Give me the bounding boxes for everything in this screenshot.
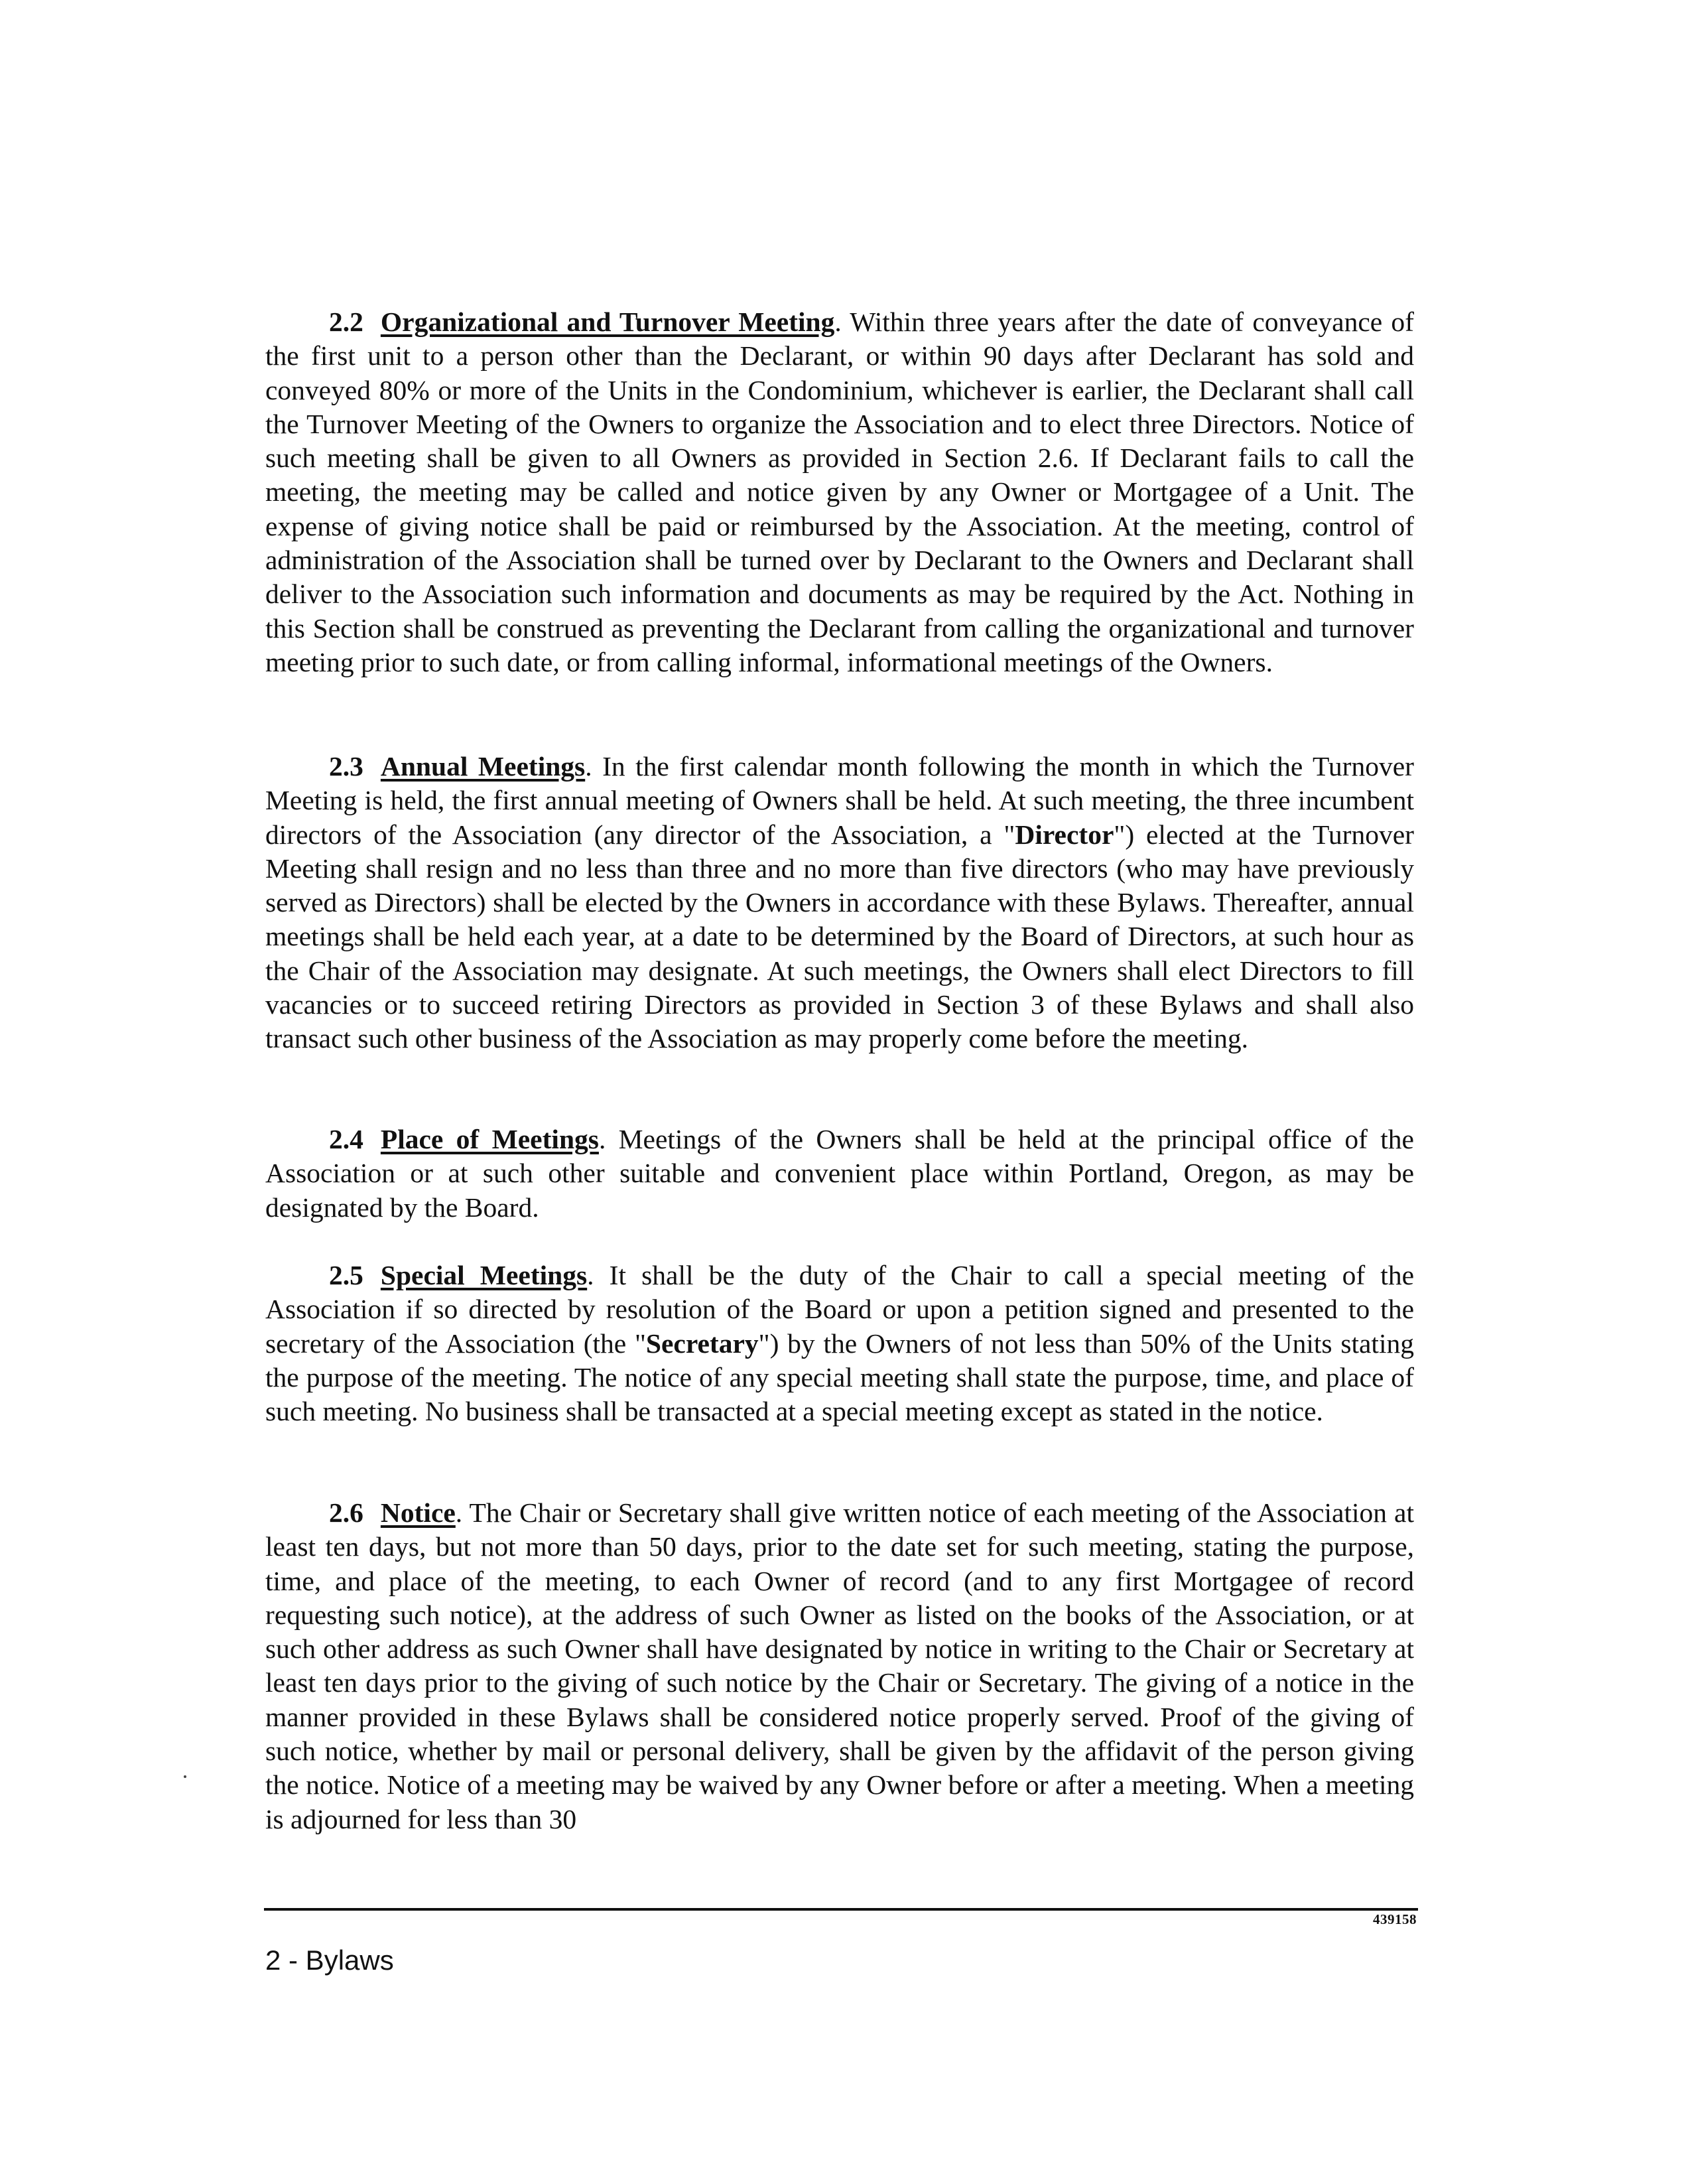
section-2-5-special-meetings: [265, 1259, 1414, 1428]
scan-speck: [184, 1775, 186, 1778]
defined-term-secretary: Secretary: [645, 1328, 759, 1359]
section-body-continued: ") elected at the Turnover Meeting shall resign and no less than three and no more than five directors (who may have previously served as Directors) shall be elected by the Owners in accordance with these Bylaws. Thereafter, annual meetings shall be held each year, at a date to be determined by the Board of Directors, at such hour as the Chair of the Association may designate. At such meetings, the Owners shall elect Directors to fill vacancies or to succeed retiring Directors as provided in Section 3 of these Bylaws and shall also transact such other business of the Association as may properly come before the meeting.: [265, 819, 1414, 1054]
section-body: . In the first calendar month following the month in which the Turnover Meeting is held, the first annual meeting of Owners shall be held. At such meeting, the three incumbent directors of the Association (any director of the Association, a ": [265, 751, 1414, 850]
section-title: Special Meetings: [380, 1260, 588, 1290]
section-body: . Within three years after the date of conveyance of the first unit to a person other than the Declarant, or within 90 days after Declarant has sold and conveyed 80% or more of the Units in the Condominium, whichever is earlier, the Declarant shall call the Turnover Meeting of the Owners to organize the Association and to elect three Directors. Notice of such meeting shall be given to all Owners as provided in Section 2.6. If Declarant fails to call the meeting, the meeting may be called and notice given by any Owner or Mortgagee of a Unit. The expense of giving notice shall be paid or reimbursed by the Association. At the meeting, control of administration of the Association shall be turned over by Declarant to the Owners and Declarant shall deliver to the Association such information and documents as may be required by the Act. Nothing in this Section shall be construed as preventing the Declarant from calling the organizational and turnover meeting prior to such date, or from calling informal, informational meetings of the Owners.: [265, 307, 1414, 677]
section-body: . The Chair or Secretary shall give written notice of each meeting of the Association at least ten days, but not more than 50 days, prior to the date set for such meeting, stating the purpose, time, and place of the meeting, to each Owner of record (and to any first Mortgagee of record requesting such notice), at the address of such Owner as listed on the books of the Association, or at such other address as such Owner shall have designated by notice in writing to the Chair or Secretary at least ten days prior to the giving of such notice by the Chair or Secretary. The giving of a notice in the manner provided in these Bylaws shall be considered notice properly served. Proof of the giving of such notice, whether by mail or personal delivery, shall be given by the affidavit of the person giving the notice. Notice of a meeting may be waived by any Owner before or after a meeting. When a meeting is adjourned for less than 30: [265, 1497, 1414, 1834]
section-body: . Meetings of the Owners shall be held at the principal office of the Association or at such other suitable and convenient place within Portland, Oregon, as may be designated by the Board.: [265, 1124, 1414, 1223]
section-2-3-annual-meetings: [265, 750, 1414, 1056]
section-title: Organizational and Turnover Meeting: [380, 307, 835, 337]
page-footer-label: 2 - Bylaws: [265, 1945, 394, 1976]
section-2-2-organizational-and-turnover-meeting: [265, 305, 1414, 679]
section-2-4-place-of-meetings: [265, 1123, 1414, 1225]
section-title: Notice: [380, 1497, 456, 1528]
defined-term-director: Director: [1015, 819, 1114, 850]
document-number: 439158: [1373, 1911, 1417, 1927]
section-title: Annual Meetings: [380, 751, 586, 782]
section-body-continued: ") by the Owners of not less than 50% of the Units stating the purpose of the meeting. The notice of any special meeting shall state the purpose, time, and place of such meeting. No business shall be transacted at a special meeting except as stated in the notice.: [265, 1328, 1414, 1427]
section-number: 2.6: [329, 1497, 363, 1528]
section-number: 2.4: [329, 1124, 363, 1154]
section-number: 2.3: [329, 751, 363, 782]
section-title: Place of Meetings: [380, 1124, 599, 1154]
section-number: 2.2: [329, 307, 363, 337]
section-2-6-notice: [265, 1496, 1414, 1836]
section-body: . It shall be the duty of the Chair to call a special meeting of the Association if so directed by resolution of the Board or upon a petition signed and presented to the secretary of the Association (the ": [265, 1260, 1414, 1359]
section-number: 2.5: [329, 1260, 363, 1290]
footer-divider: [264, 1908, 1418, 1911]
